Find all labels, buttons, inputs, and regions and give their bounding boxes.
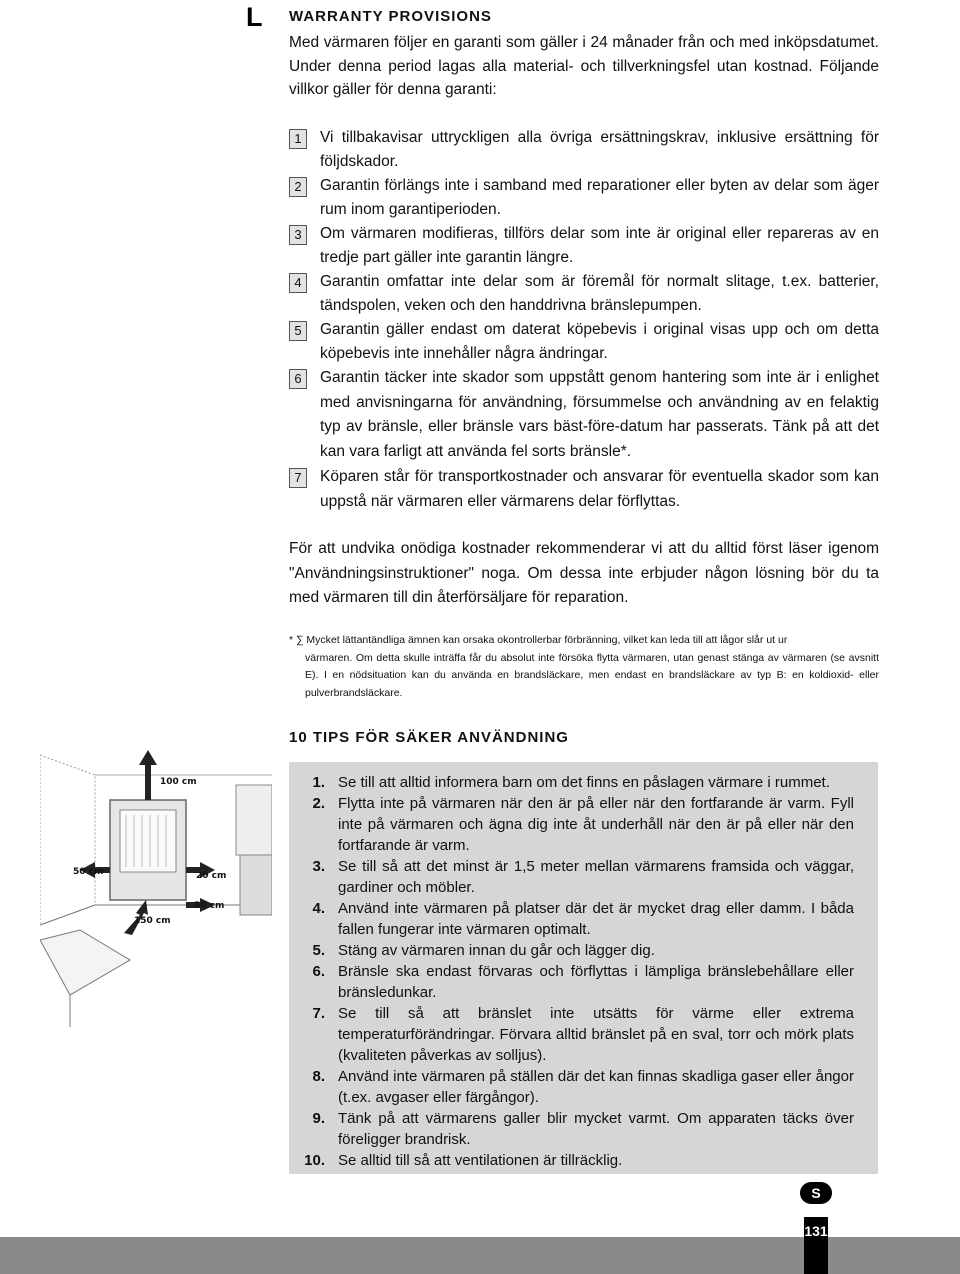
provision-text: Garantin täcker inte skador som uppstått genom hantering som inte är i enlighet med anvisningarna för användning, försummelse och användning av en felaktig typ av bränsle, eller bränsle vars bäst-före-datum har passerats. Tänk på att det kan vara farligt att använda fel sorts bränsle*. bbox=[320, 369, 879, 460]
tip-item bbox=[289, 1150, 854, 1171]
provision-number: 7 bbox=[289, 468, 307, 488]
provision-number: 6 bbox=[289, 369, 307, 389]
provision-text: Garantin gäller endast om daterat köpebevis i original visas upp och om detta köpebevis inte innehåller några ändringar. bbox=[320, 321, 879, 362]
warranty-provisions-list bbox=[289, 126, 879, 515]
provision-text: Vi tillbakavisar uttryckligen alla övriga ersättningskrav, inklusive ersättning för följdskador. bbox=[320, 129, 879, 170]
clearance-label-right-lower: 50 cm bbox=[194, 901, 225, 911]
tip-item bbox=[289, 940, 854, 961]
provision-item bbox=[289, 465, 879, 514]
clearance-label-left: 50 cm bbox=[73, 867, 104, 877]
provision-item bbox=[289, 174, 879, 221]
tip-number: 5. bbox=[312, 942, 325, 959]
tips-title: 10 TIPS FÖR SÄKER ANVÄNDNING bbox=[289, 729, 569, 746]
tip-number: 7. bbox=[312, 1005, 325, 1022]
tip-number: 10. bbox=[304, 1152, 325, 1169]
provision-item bbox=[289, 270, 879, 317]
clearance-label-top: 100 cm bbox=[160, 777, 197, 787]
tip-text: Flytta inte på värmaren när den är på eller när den fortfarande är varm. Fyll inte på värmaren och ägna dig inte åt underhåll när den är på eller när den fortfarande är varm. bbox=[338, 795, 854, 854]
provision-item bbox=[289, 366, 879, 464]
tip-number: 1. bbox=[312, 774, 325, 791]
tip-text: Se till så att bränslet inte utsätts för värme eller extrema temperaturförändringar. Förvara alltid bränslet på en sval, torr och mörk plats (kvaliteten påverkas av solljus). bbox=[338, 1005, 854, 1064]
provision-number: 5 bbox=[289, 321, 307, 341]
tip-text: Använd inte värmaren på platser där det är mycket drag eller damm. I båda fallen fungerar inte värmaren optimalt. bbox=[338, 900, 854, 938]
tip-text: Se till att alltid informera barn om det finns en påslagen värmare i rummet. bbox=[338, 774, 830, 791]
provision-text: Garantin omfattar inte delar som är föremål för normalt slitage, t.ex. batterier, tändspolen, veken och den handdrivna bränslepumpen. bbox=[320, 273, 879, 314]
tip-number: 9. bbox=[312, 1110, 325, 1127]
tip-item bbox=[289, 772, 854, 793]
tip-item bbox=[289, 1066, 854, 1108]
provision-number: 1 bbox=[289, 129, 307, 149]
safety-tips-box bbox=[289, 762, 878, 1174]
language-badge: S bbox=[800, 1182, 832, 1204]
provision-text: Garantin förlängs inte i samband med reparationer eller byten av delar som äger rum inom garantiperioden. bbox=[320, 177, 879, 218]
tip-number: 8. bbox=[312, 1068, 325, 1085]
tip-item bbox=[289, 898, 854, 940]
provision-item bbox=[289, 126, 879, 173]
provision-text: Om värmaren modifieras, tillförs delar som inte är original eller repareras av en tredje part gäller inte garantin längre. bbox=[320, 225, 879, 266]
tip-number: 4. bbox=[312, 900, 325, 917]
heater-clearance-illustration bbox=[40, 745, 272, 1027]
page-number: 131 bbox=[804, 1217, 828, 1274]
tip-text: Stäng av värmaren innan du går och lägger dig. bbox=[338, 942, 655, 959]
warranty-intro: Med värmaren följer en garanti som gäller i 24 månader från och med inköpsdatumet. Under denna period lagas alla material- och tillverkningsfel utan kostnad. Följande villkor gäller för denna garanti: bbox=[289, 34, 879, 98]
tip-item bbox=[289, 793, 854, 856]
tip-number: 3. bbox=[312, 858, 325, 875]
provision-item bbox=[289, 222, 879, 269]
tip-item bbox=[289, 856, 854, 898]
clearance-label-front: 150 cm bbox=[134, 916, 171, 926]
section-letter: L bbox=[246, 2, 263, 32]
tip-text: Tänk på att värmarens galler blir mycket varmt. Om apparaten täcks över föreligger brandrisk. bbox=[338, 1110, 854, 1148]
provision-number: 2 bbox=[289, 177, 307, 197]
clearance-label-right-upper: 20 cm bbox=[196, 871, 227, 881]
provision-number: 4 bbox=[289, 273, 307, 293]
provision-number: 3 bbox=[289, 225, 307, 245]
provision-text: Köparen står för transportkostnader och ansvarar för eventuella skador som kan uppstå när värmaren eller värmarens delar förflyttas. bbox=[320, 468, 879, 510]
provision-item bbox=[289, 318, 879, 365]
tip-item bbox=[289, 961, 854, 1003]
warranty-title: WARRANTY PROVISIONS bbox=[289, 8, 492, 25]
tip-number: 6. bbox=[312, 963, 325, 980]
tip-number: 2. bbox=[312, 795, 325, 812]
footnote-continuation: värmaren. Om detta skulle inträffa får du absolut inte försöka flytta värmaren, utan genast stänga av värmaren (se avsnitt E). I en nödsituation kan du använda en brandsläckare, men endast en brandsläckare av typ B: en koldioxid- eller pulverbrandsläckare. bbox=[305, 651, 879, 699]
footnote bbox=[289, 632, 879, 702]
tip-text: Bränsle ska endast förvaras och förflyttas i lämpliga bränslebehållare eller bränsledunkar. bbox=[338, 963, 854, 1001]
footnote-first-line: * ∑ Mycket lättantändliga ämnen kan orsaka okontrollerbar förbränning, vilket kan leda till att lågor slår ut ur bbox=[289, 634, 788, 646]
tip-text: Se alltid till så att ventilationen är tillräcklig. bbox=[338, 1152, 623, 1169]
tip-item bbox=[289, 1108, 854, 1150]
tip-text: Använd inte värmaren på ställen där det kan finnas skadliga gaser eller ångor (t.ex. avgaser eller färgångor). bbox=[338, 1068, 854, 1106]
tip-item bbox=[289, 1003, 854, 1066]
tip-text: Se till så att det minst är 1,5 meter mellan värmarens framsida och väggar, gardiner och möbler. bbox=[338, 858, 854, 896]
repair-advice-paragraph: För att undvika onödiga kostnader rekommenderar vi att du alltid först läser igenom "Användningsinstruktioner" noga. Om dessa inte erbjuder någon lösning bör du ta med värmaren till din återförsäljare för reparation. bbox=[289, 540, 879, 606]
